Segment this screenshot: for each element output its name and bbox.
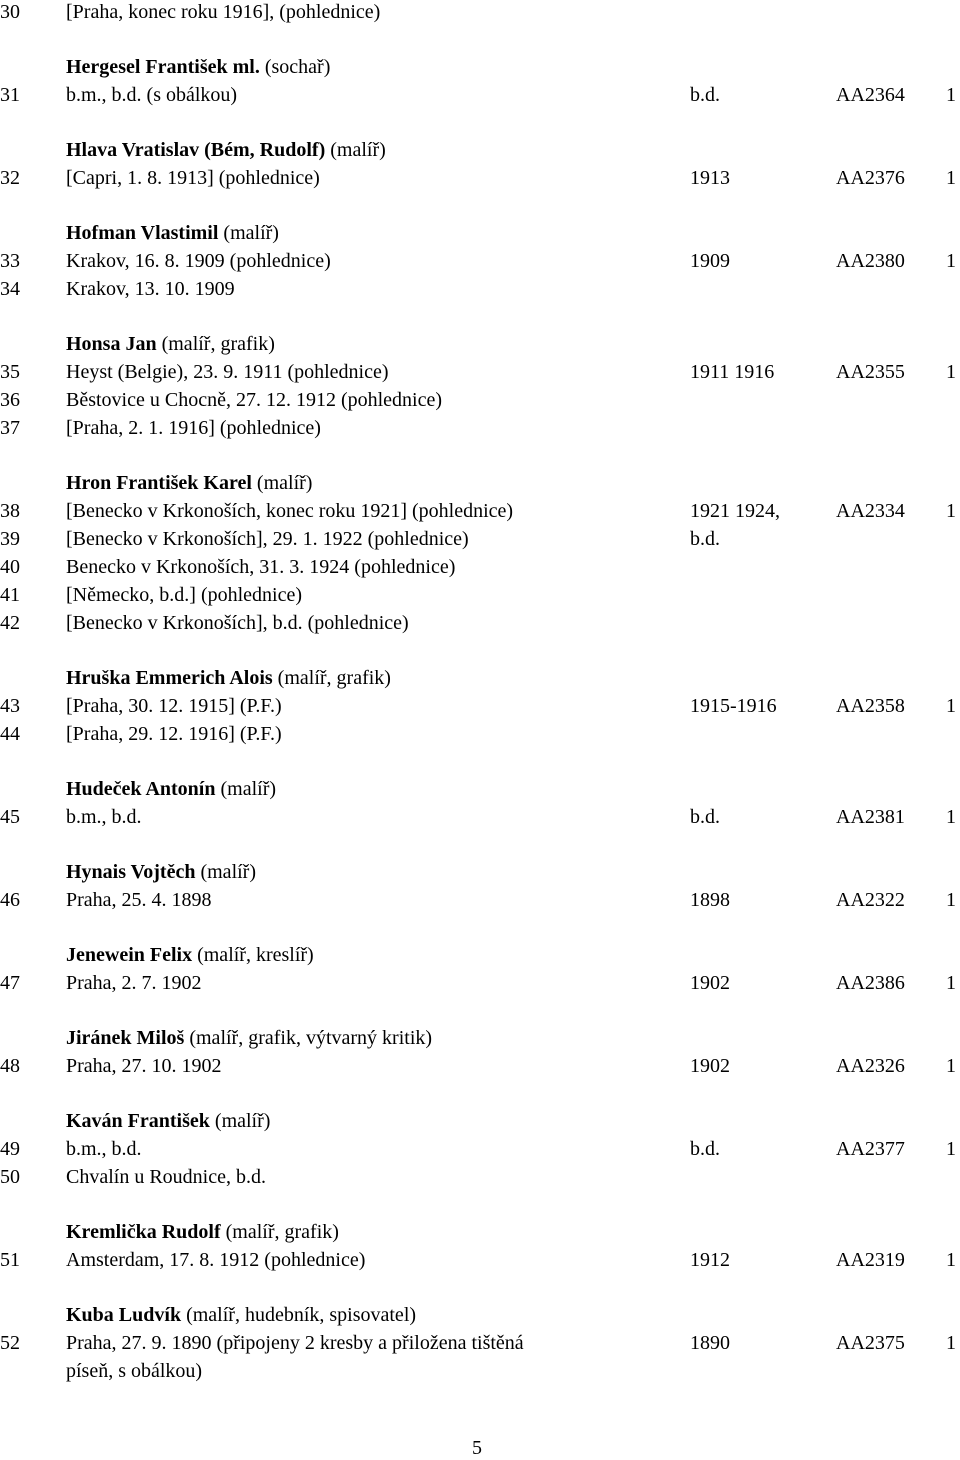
archive-signature: AA2386 (836, 972, 905, 994)
item-description: Heyst (Belgie), 23. 9. 1911 (pohlednice) (66, 361, 389, 383)
date-range: b.d. (690, 806, 720, 828)
archive-signature: AA2334 (836, 500, 905, 522)
date-range: 1911 1916 (690, 361, 775, 383)
person-role: (malíř, grafik) (161, 333, 275, 355)
item-number: 47 (0, 972, 20, 994)
item-description: [Praha, konec roku 1916], (pohlednice) (66, 1, 381, 23)
item-count: 1 (946, 500, 956, 522)
item-number: 45 (0, 806, 20, 828)
item-count: 1 (946, 361, 956, 383)
item-count: 1 (946, 84, 956, 106)
item-number: 50 (0, 1166, 20, 1188)
item-description: Běstovice u Chocně, 27. 12. 1912 (pohlednice) (66, 389, 443, 411)
item-description: Benecko v Krkonoších, 31. 3. 1924 (pohlednice) (66, 556, 456, 578)
date-range: b.d. (690, 1138, 720, 1160)
date-range: 1915-1916 (690, 695, 777, 717)
person-heading (66, 471, 312, 495)
item-description: [Německo, b.d.] (pohlednice) (66, 584, 303, 606)
person-role: (malíř) (223, 222, 279, 244)
person-role: (malíř) (200, 861, 256, 883)
date-range: 1898 (690, 889, 730, 911)
page-number: 5 (472, 1437, 482, 1459)
item-number: 33 (0, 250, 20, 272)
person-heading (66, 55, 330, 79)
item-number: 43 (0, 695, 20, 717)
item-description: b.m., b.d. (66, 806, 142, 828)
archive-signature: AA2376 (836, 167, 905, 189)
person-heading (66, 332, 275, 356)
archive-signature: AA2380 (836, 250, 905, 272)
item-description: [Praha, 2. 1. 1916] (pohlednice) (66, 417, 321, 439)
archive-signature: AA2319 (836, 1249, 905, 1271)
item-description: Amsterdam, 17. 8. 1912 (pohlednice) (66, 1249, 366, 1271)
person-role: (malíř) (256, 472, 313, 494)
person-role: (malíř) (330, 139, 386, 161)
person-heading (66, 1109, 270, 1133)
archive-signature: AA2355 (836, 361, 905, 383)
item-description: [Benecko v Krkonoších, konec roku 1921] (pohlednice) (66, 500, 514, 522)
date-range-continued: b.d. (690, 528, 720, 550)
item-number: 39 (0, 528, 20, 550)
archive-signature: AA2358 (836, 695, 905, 717)
person-name: Kaván František (66, 1110, 210, 1132)
archive-signature: AA2375 (836, 1332, 905, 1354)
person-role: (malíř, hudebník, spisovatel) (186, 1304, 417, 1326)
person-name: Hron František Karel (66, 472, 252, 494)
date-range: 1912 (690, 1249, 730, 1271)
person-role: (sochař) (264, 56, 331, 78)
archive-signature: AA2377 (836, 1138, 905, 1160)
archive-signature: AA2322 (836, 889, 905, 911)
item-description: [Praha, 30. 12. 1915] (P.F.) (66, 695, 282, 717)
person-heading (66, 943, 314, 967)
person-role: (malíř, grafik) (277, 667, 391, 689)
person-heading (66, 1220, 339, 1244)
item-number: 49 (0, 1138, 20, 1160)
item-description: Praha, 25. 4. 1898 (66, 889, 212, 911)
archive-signature: AA2326 (836, 1055, 905, 1077)
item-number: 30 (0, 1, 20, 23)
date-range: 1913 (690, 167, 730, 189)
item-description-continued: píseň, s obálkou) (66, 1360, 203, 1382)
item-description: Praha, 2. 7. 1902 (66, 972, 202, 994)
item-description: Praha, 27. 10. 1902 (66, 1055, 222, 1077)
item-description: [Benecko v Krkonoších], 29. 1. 1922 (pohlednice) (66, 528, 469, 550)
person-name: Jiránek Miloš (66, 1027, 185, 1049)
person-name: Jenewein Felix (66, 944, 193, 966)
item-number: 34 (0, 278, 20, 300)
person-name: Hlava Vratislav (Bém, Rudolf) (66, 139, 326, 161)
person-heading (66, 1303, 416, 1327)
date-range: b.d. (690, 84, 720, 106)
item-number: 38 (0, 500, 20, 522)
item-number: 44 (0, 723, 20, 745)
person-heading (66, 666, 391, 690)
item-number: 42 (0, 612, 20, 634)
date-range: 1921 1924, (690, 500, 780, 522)
date-range: 1909 (690, 250, 730, 272)
person-role: (malíř) (214, 1110, 271, 1132)
person-role: (malíř, grafik, výtvarný kritik) (189, 1027, 433, 1049)
item-number: 31 (0, 84, 20, 106)
item-count: 1 (946, 1249, 956, 1271)
item-count: 1 (946, 1055, 956, 1077)
person-heading (66, 1026, 432, 1050)
item-number: 46 (0, 889, 20, 911)
item-description: Chvalín u Roudnice, b.d. (66, 1166, 266, 1188)
archive-signature: AA2381 (836, 806, 905, 828)
item-description: b.m., b.d. (66, 1138, 142, 1160)
item-number: 32 (0, 167, 20, 189)
item-description: [Benecko v Krkonoších], b.d. (pohlednice) (66, 612, 409, 634)
person-role: (malíř) (220, 778, 277, 800)
item-number: 41 (0, 584, 20, 606)
date-range: 1902 (690, 1055, 730, 1077)
item-number: 51 (0, 1249, 20, 1271)
item-count: 1 (946, 167, 956, 189)
person-role: (malíř, grafik) (225, 1221, 339, 1243)
item-count: 1 (946, 1138, 956, 1160)
item-count: 1 (946, 972, 956, 994)
item-number: 35 (0, 361, 20, 383)
person-heading (66, 777, 276, 801)
item-count: 1 (946, 1332, 956, 1354)
archive-signature: AA2364 (836, 84, 905, 106)
person-name: Kuba Ludvík (66, 1304, 182, 1326)
item-number: 40 (0, 556, 20, 578)
person-heading (66, 138, 386, 162)
item-number: 37 (0, 417, 20, 439)
person-role: (malíř, kreslíř) (197, 944, 314, 966)
date-range: 1890 (690, 1332, 730, 1354)
item-count: 1 (946, 250, 956, 272)
person-name: Hofman Vlastimil (66, 222, 219, 244)
person-name: Hergesel František ml. (66, 56, 260, 78)
person-name: Honsa Jan (66, 333, 157, 355)
item-number: 52 (0, 1332, 20, 1354)
person-name: Kremlička Rudolf (66, 1221, 221, 1243)
item-count: 1 (946, 889, 956, 911)
item-number: 36 (0, 389, 20, 411)
item-description: [Praha, 29. 12. 1916] (P.F.) (66, 723, 282, 745)
date-range: 1902 (690, 972, 730, 994)
item-description: [Capri, 1. 8. 1913] (pohlednice) (66, 167, 320, 189)
item-description: b.m., b.d. (s obálkou) (66, 84, 238, 106)
person-name: Hudeček Antonín (66, 778, 216, 800)
item-number: 48 (0, 1055, 20, 1077)
item-count: 1 (946, 695, 956, 717)
item-count: 1 (946, 806, 956, 828)
item-description: Krakov, 13. 10. 1909 (66, 278, 235, 300)
item-description: Krakov, 16. 8. 1909 (pohlednice) (66, 250, 331, 272)
person-name: Hruška Emmerich Alois (66, 667, 273, 689)
person-heading (66, 221, 279, 245)
person-name: Hynais Vojtěch (66, 861, 196, 883)
item-description: Praha, 27. 9. 1890 (připojeny 2 kresby a přiložena tištěná (66, 1332, 524, 1354)
person-heading (66, 860, 256, 884)
